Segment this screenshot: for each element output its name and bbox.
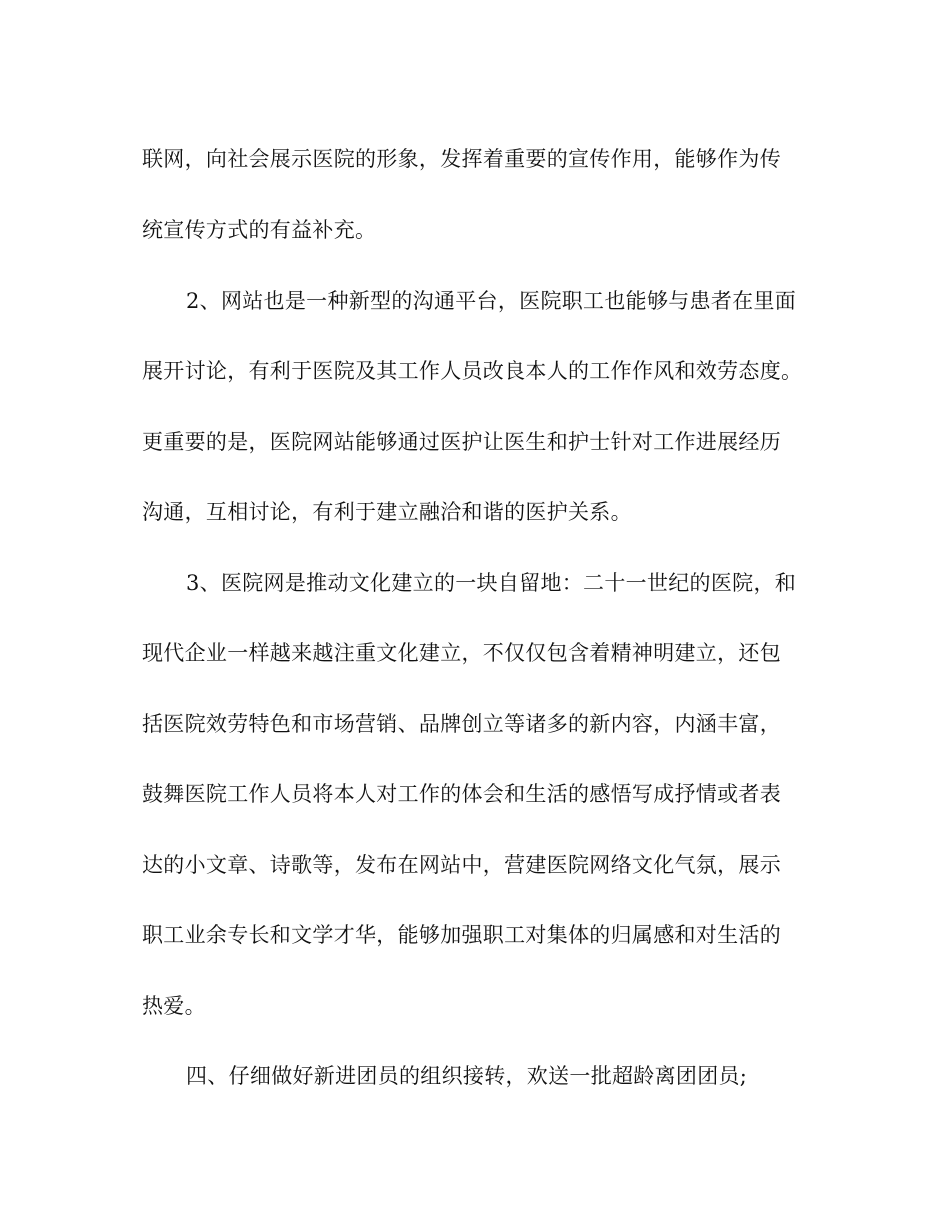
paragraph-line: 括医院效劳特色和市场营销、品牌创立等诸多的新内容，内涵丰富，: [142, 712, 781, 736]
paragraph-line: 2、网站也是一种新型的沟通平台，医院职工也能够与患者在里面: [186, 289, 797, 313]
paragraph-line: 热爱。: [142, 994, 206, 1018]
paragraph-line: 更重要的是，医院网站能够通过医护让医生和护士针对工作进展经历: [142, 430, 781, 454]
paragraph-line: 联网，向社会展示医院的形象，发挥着重要的宣传作用，能够作为传: [142, 147, 781, 171]
paragraph-line: 职工业余专长和文学才华，能够加强职工对集体的归属感和对生活的: [142, 923, 781, 947]
paragraph-line: 展开讨论，有利于医院及其工作人员改良本人的工作作风和效劳态度。: [142, 359, 803, 383]
paragraph-line: 达的小文章、诗歌等，发布在网站中，营建医院网络文化气氛，展示: [142, 853, 781, 877]
paragraph-line: 统宣传方式的有益补充。: [142, 218, 377, 242]
paragraph-line: 3、医院网是推动文化建立的一块自留地：二十一世纪的医院，和: [186, 571, 797, 595]
paragraph-line: 四、仔细做好新进团员的组织接转，欢送一批超龄离团团员;: [186, 1064, 748, 1088]
paragraph-line: 现代企业一样越来越注重文化建立，不仅仅包含着精神明建立，还包: [142, 641, 781, 665]
paragraph-line: 鼓舞医院工作人员将本人对工作的体会和生活的感悟写成抒情或者表: [142, 782, 781, 806]
paragraph-line: 沟通，互相讨论，有利于建立融洽和谐的医护关系。: [142, 500, 632, 524]
